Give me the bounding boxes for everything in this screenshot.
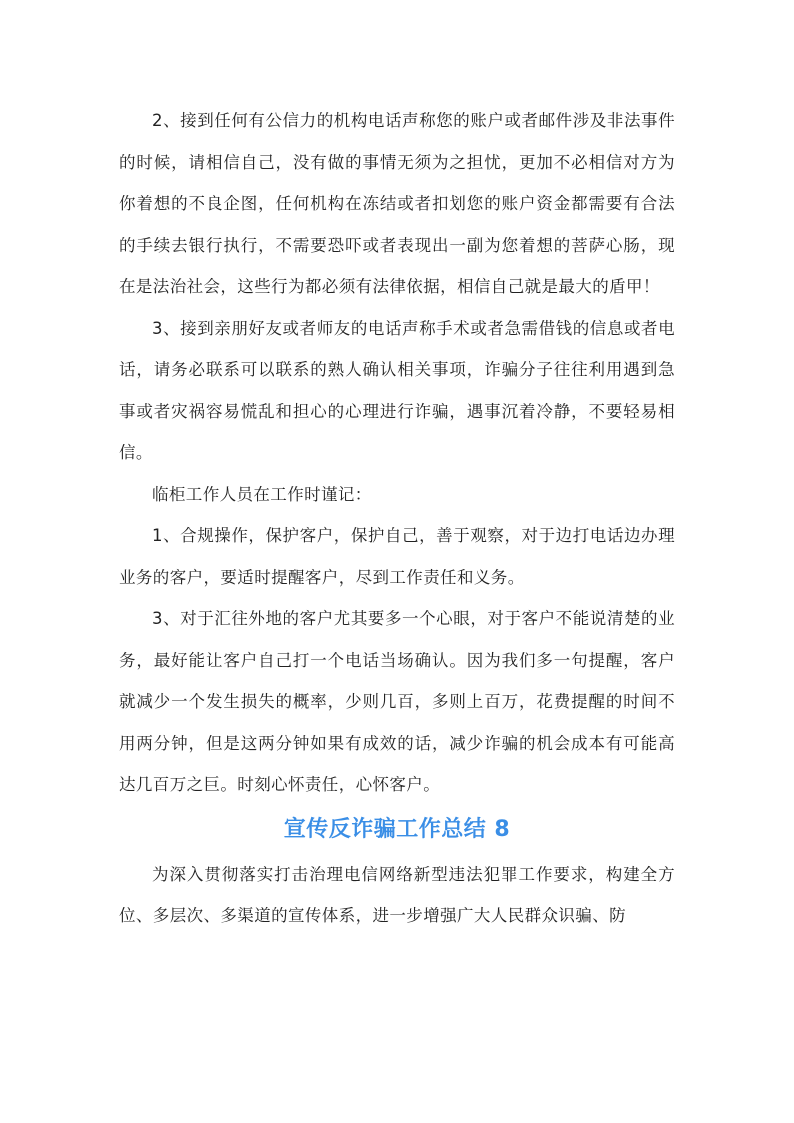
paragraph-section-8-intro: 为深入贯彻落实打击治理电信网络新型违法犯罪工作要求，构建全方位、多层次、多渠道的宣传体系，进一步增强广大人民群众识骗、防 bbox=[119, 864, 675, 925]
paragraph-item-3-relatives-calls: 3、接到亲朋好友或者师友的电话声称手术或者急需借钱的信息或者电话，请务必联系可以联系的熟人确认相关事项，诈骗分子往往利用遇到急事或者灾祸容易慌乱和担心的心理进行诈骗，遇事沉着冷静，不要轻易相信。 bbox=[119, 318, 675, 462]
section-heading: 宣传反诈骗工作总结 8 bbox=[283, 816, 511, 842]
paragraph-item-2-official-calls: 2、接到任何有公信力的机构电话声称您的账户或者邮件涉及非法事件的时候，请相信自己，没有做的事情无须为之担忧，更加不必相信对方为你着想的不良企图，任何机构在冻结或者扣划您的账户资金都需要有合法的手续去银行执行，不需要恐吓或者表现出一副为您着想的菩萨心肠，现在是法治社会，这些行为都必须有法律依据，相信自己就是最大的盾甲！ bbox=[119, 111, 675, 296]
paragraph-counter-staff-intro: 临柜工作人员在工作时谨记： bbox=[152, 484, 372, 504]
paragraph-item-3-remittance: 3、对于汇往外地的客户尤其要多一个心眼，对于客户不能说清楚的业务，最好能让客户自己打一个电话当场确认。因为我们多一句提醒，客户就减少一个发生损失的概率，少则几百，多则上百万，花费提醒的时间不用两分钟，但是这两分钟如果有成效的话，减少诈骗的机会成本有可能高达几百万之巨。时刻心怀责任，心怀客户。 bbox=[119, 609, 675, 794]
document-body bbox=[119, 100, 675, 937]
paragraph-item-1-compliance: 1、合规操作，保护客户，保护自己，善于观察，对于边打电话边办理业务的客户，要适时提醒客户，尽到工作责任和义务。 bbox=[119, 526, 675, 587]
